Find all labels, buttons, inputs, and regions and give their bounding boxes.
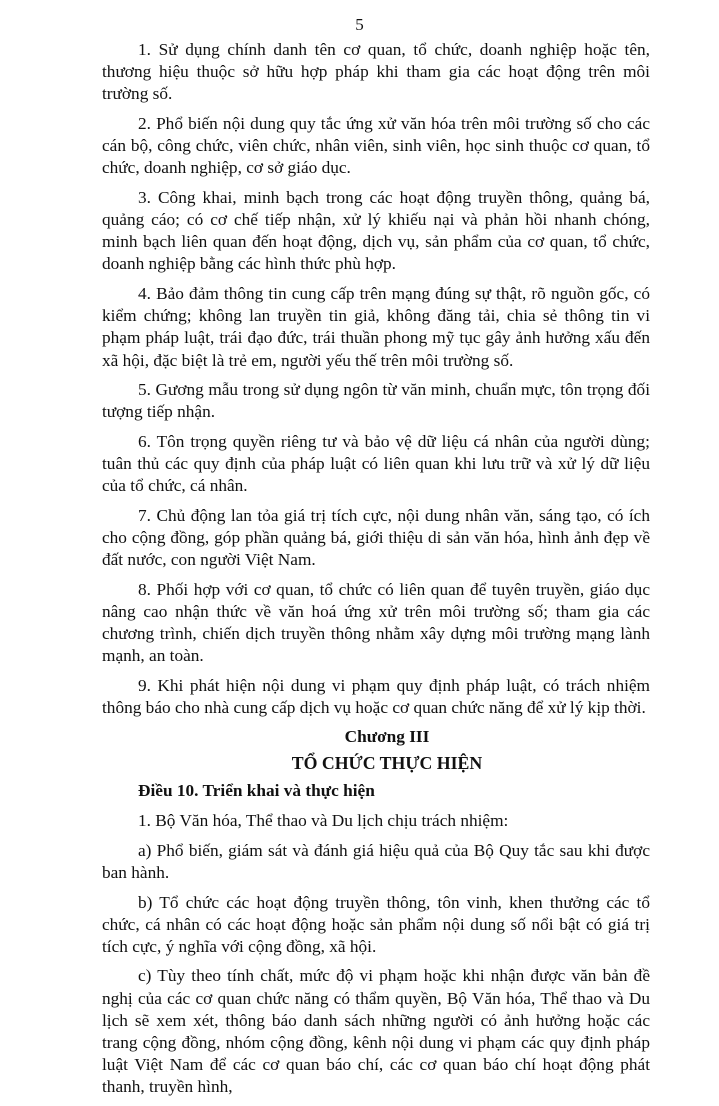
clause-4: 4. Bảo đảm thông tin cung cấp trên mạng đúng sự thật, rõ nguồn gốc, có kiểm chứng; không lan truyền tin giả, không đăng tải, chia sẻ thông tin vi phạm pháp luật, trái đạo đức, trái thuần phong mỹ tục gây ảnh hưởng xấu đến xã hội, đặc biệt là trẻ em, người yếu thế trên môi trường số. <box>102 283 650 370</box>
article-heading: Điều 10. Triển khai và thực hiện <box>138 781 375 801</box>
article-point-a: a) Phổ biến, giám sát và đánh giá hiệu quả của Bộ Quy tắc sau khi được ban hành. <box>102 840 650 883</box>
clause-3: 3. Công khai, minh bạch trong các hoạt động truyền thông, quảng bá, quảng cáo; có cơ chế tiếp nhận, xử lý khiếu nại và phản hồi nhanh chóng, minh bạch liên quan đến hoạt động, dịch vụ, sản phẩm của cơ quan, tổ chức, doanh nghiệp bằng các hình thức phù hợp. <box>102 187 650 274</box>
clause-2: 2. Phổ biến nội dung quy tắc ứng xử văn hóa trên môi trường số cho các cán bộ, công chức, viên chức, nhân viên, sinh viên, học sinh thuộc cơ quan, tổ chức, doanh nghiệp, cơ sở giáo dục. <box>102 113 650 178</box>
clause-1: 1. Sử dụng chính danh tên cơ quan, tổ chức, doanh nghiệp hoặc tên, thương hiệu thuộc sở hữu hợp pháp khi tham gia các hoạt động trên môi trường số. <box>102 40 650 104</box>
clause-9: 9. Khi phát hiện nội dung vi phạm quy định pháp luật, có trách nhiệm thông báo cho nhà cung cấp dịch vụ hoặc cơ quan chức năng để xử lý kịp thời. <box>102 675 650 717</box>
clause-7: 7. Chủ động lan tỏa giá trị tích cực, nội dung nhân văn, sáng tạo, có ích cho cộng đồng, góp phần quảng bá, giới thiệu di sản văn hóa, hình ảnh đẹp về đất nước, con người Việt Nam. <box>102 505 650 570</box>
article-clause-1: 1. Bộ Văn hóa, Thể thao và Du lịch chịu trách nhiệm: <box>138 811 509 831</box>
article-point-b: b) Tổ chức các hoạt động truyền thông, tôn vinh, khen thưởng các tổ chức, cá nhân có các hoạt động hoặc sản phẩm nội dung số nổi bật có giá trị tích cực, ý nghĩa với cộng đồng, xã hội. <box>102 892 650 956</box>
chapter-title: TỔ CHỨC THỰC HIỆN <box>291 753 483 774</box>
clause-8: 8. Phối hợp với cơ quan, tổ chức có liên quan để tuyên truyền, giáo dục nâng cao nhận thức về văn hoá ứng xử trên môi trường số; tham gia các chương trình, chiến dịch truyền thông nhằm xây dựng môi trường mạng lành mạnh, an toàn. <box>102 579 650 666</box>
article-point-c: c) Tùy theo tính chất, mức độ vi phạm hoặc khi nhận được văn bản đề nghị của các cơ quan chức năng có thẩm quyền, Bộ Văn hóa, Thể thao và Du lịch sẽ xem xét, thông báo danh sách những người có ảnh hưởng hoặc các trang cộng đồng, nhóm cộng đồng, kênh nội dung vi phạm các quy định pháp luật Việt Nam để các cơ quan báo chí, các cơ quan báo chí hoạt động phát thanh, truyền hình, <box>102 966 650 1097</box>
chapter-label: Chương III <box>344 727 430 747</box>
document-body <box>102 39 650 1106</box>
clause-5: 5. Gương mẫu trong sử dụng ngôn từ văn minh, chuẩn mực, tôn trọng đối tượng tiếp nhận. <box>102 380 650 422</box>
clause-6: 6. Tôn trọng quyền riêng tư và bảo vệ dữ liệu cá nhân của người dùng; tuân thủ các quy định của pháp luật có liên quan khi lưu trữ và xử lý dữ liệu của tổ chức, cá nhân. <box>102 431 650 496</box>
page-number: 5 <box>355 15 364 34</box>
